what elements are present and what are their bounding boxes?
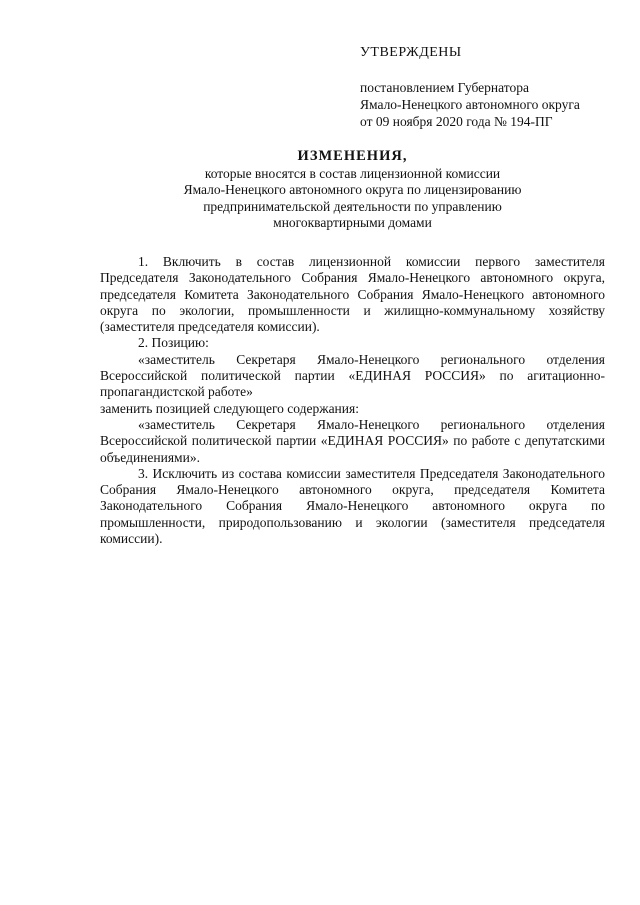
body-paragraph-old-position: «заместитель Секретаря Ямало-Ненецкого регионального отделения Всероссийской политической партии «ЕДИНАЯ РОССИЯ» по агитационно-пропагандистской работе» [100,351,605,400]
body-paragraph-new-position: «заместитель Секретаря Ямало-Ненецкого регионального отделения Всероссийской политической партии «ЕДИНАЯ РОССИЯ» по работе с депутатскими объединениями». [100,416,605,465]
approval-line-decree: постановлением Губернатора [360,80,529,95]
approval-line-region: Ямало-Ненецкого автономного округа [360,97,580,112]
approval-block [360,44,620,130]
approval-heading: УТВЕРЖДЕНЫ [360,45,462,60]
document-subtitle-line: Ямало-Ненецкого автономного округа по лицензированию [183,182,522,197]
document-body [100,254,605,547]
body-paragraph-item-2: 2. Позицию: [138,335,209,351]
approval-line-date-number: от 09 ноября 2020 года № 194-ПГ [360,114,553,129]
body-paragraph-item-3: 3. Исключить из состава комиссии заместителя Председателя Законодательного Собрания Ямало-Ненецкого автономного округа, председателя Комитета Законодательного Собрания Ямало-Ненецкого автономного округа по промышленности, природопользованию и экологии (заместителя председателя комиссии). [100,465,605,547]
document-subtitle-line: многоквартирными домами [273,215,432,230]
document-title: ИЗМЕНЕНИЯ, [297,148,408,164]
document-subtitle-line: предпринимательской деятельности по управлению [203,198,502,214]
body-paragraph-replace-with: заменить позицией следующего содержания: [100,400,359,416]
document-subtitle-line: которые вносятся в состав лицензионной комиссии [204,165,501,181]
document-title-block [100,148,605,232]
body-paragraph-item-1: 1. Включить в состав лицензионной комиссии первого заместителя Председателя Законодательного Собрания Ямало-Ненецкого автономного округа, председателя Комитета Законодательного Собрания Ямало-Ненецкого автономного округа по экологии, промышленности и жилищно-коммунальному хозяйству (заместителя председателя комиссии). [100,254,605,335]
